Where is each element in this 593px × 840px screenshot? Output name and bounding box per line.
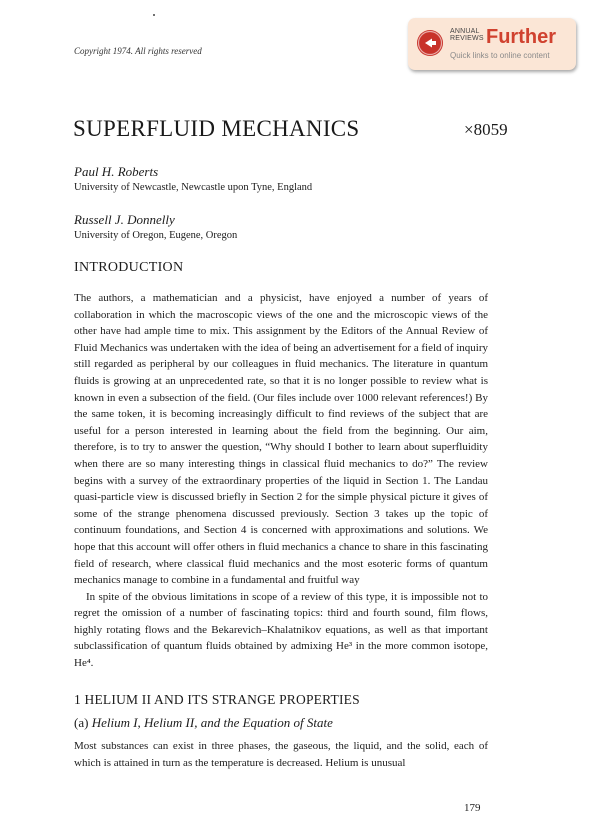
author-affiliation: University of Oregon, Eugene, Oregon [74,230,238,241]
author-name: Paul H. Roberts [74,164,159,179]
further-banner[interactable] [408,18,576,70]
annual-reviews-label: ANNUAL REVIEWS [450,28,484,42]
subsection-title: Helium I, Helium II, and the Equation of State [91,715,333,730]
section-body [74,738,488,771]
subsection-label: (a) [74,715,89,730]
paragraph: Most substances can exist in three phases, the gaseous, the liquid, and the solid, each of which is attained in turn as the temperature is decreased. Helium is unusual [74,740,488,769]
section-heading: 1 HELIUM II AND ITS STRANGE PROPERTIES [74,692,360,707]
further-tagline: Quick links to online content [450,51,550,60]
paragraph: The authors, a mathematician and a physicist, have enjoyed a number of years of collaboration in which the macroscopic views of the one and the microscopic views of the other have had ample time to mix. This assignment by the Editors of the Annual Review of Fluid Mechanics was undertaken with the idea of being an advertisement for a field of inquiry still regarded as peripheral by our colleagues in fluid mechanics. The literature in quantum fluids is growing at an unprecedented rate, so that it is no longer possible to review what is known in even a subsection of the field. (Our files include over 1000 relevant references!) By the same token, it is becoming increasingly difficult to find reviews of the subject that are useful for a person interested in learning about the field from the beginning. Our aim, therefore, is to try to answer the question, “Why should I bother to learn about superfluidity when there are so many interesting things in classical fluid mechanics to do?” The review begins with a survey of the extraordinary properties of the liquid in Section 1. The Landau quasi-particle view is discussed briefly in Section 2 for the simple physical picture it gives of some of the strange phenomena discussed previously. Section 3 takes up the topic of continuum foundations, and Section 4 is concerned with approximations and solutions. We hope that this account will offer others in fluid mechanics a chance to share in this fascinating field of research, where classical fluid mechanics and the most esoteric forms of quantum mechanics manage to combine in a fundamental and fruitful way [74,292,488,587]
page-number: 179 [464,802,481,814]
copyright-notice: Copyright 1974. All rights reserved [74,46,202,56]
subsection-heading [74,715,333,731]
further-wordmark: Further [486,26,556,48]
speck [153,14,155,16]
article-title: SUPERFLUID MECHANICS [73,116,360,141]
author-affiliation: University of Newcastle, Newcastle upon Tyne, England [74,182,313,193]
paragraph: In spite of the obvious limitations in scope of a review of this type, it is impossible not to regret the omission of a number of fascinating topics: third and fourth sound, film flows, highly rotating flows and the Bekarevich–Khalatnikov equations, as well as that important subclassification of quantum fluids obtained by admixing He³ in the more common isotope, He⁴. [74,590,488,670]
author-name: Russell J. Donnelly [74,212,175,227]
article-code: ×8059 [464,120,508,139]
introduction-body [74,290,488,672]
introduction-heading: INTRODUCTION [74,260,184,275]
back-arrow-icon [417,30,443,56]
